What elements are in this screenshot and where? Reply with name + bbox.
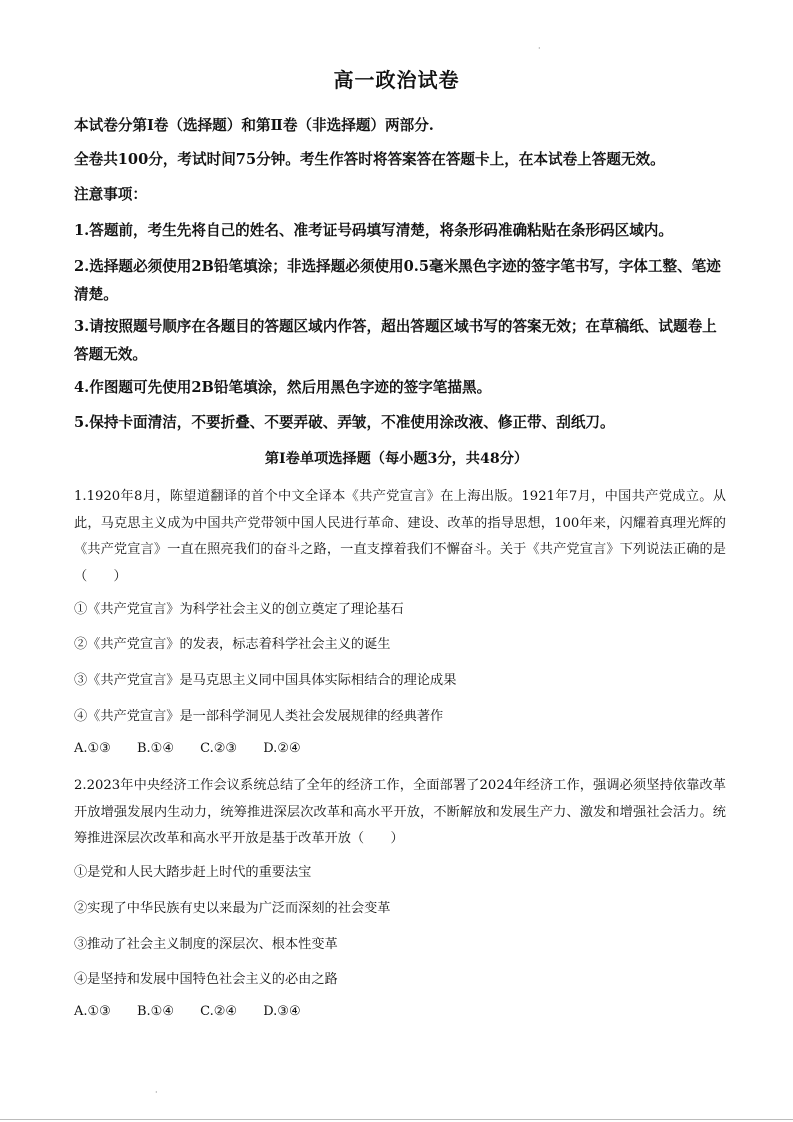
notes-heading: 注意事项： [74,186,147,203]
note-2: 2.选择题必须使用2B铅笔填涂；非选择题必须使用0.5毫米黑色字迹的签字笔书写，字体工整、笔迹清楚。 [74,258,721,303]
intro-line-1: 本试卷分第Ⅰ卷（选择题）和第Ⅱ卷（非选择题）两部分. [74,117,434,134]
question-2-stem: 2.2023年中央经济工作会议系统总结了全年的经济工作，全面部署了2024年经济工作，强调必须坚持依靠改革开放增强发展内生动力，统筹推进深层次改革和高水平开放，不断解放和发展生产力、激发和增强社会活力。统筹推进深层次改革和高水平开放是基于改革开放（ ） [74,778,726,846]
question-2-option-2: ②实现了中华民族有史以来最为广泛而深刻的社会变革 [74,901,391,916]
note-4: 4.作图题可先使用2B铅笔填涂，然后用黑色字迹的签字笔描黑。 [74,379,492,396]
question-1-option-3: ③《共产党宣言》是马克思主义同中国具体实际相结合的理论成果 [74,673,457,688]
question-1-option-1: ①《共产党宣言》为科学社会主义的创立奠定了理论基石 [74,602,404,617]
note-1: 1.答题前，考生先将自己的姓名、准考证号码填写清楚，将条形码准确粘贴在条形码区域内。 [74,222,673,239]
question-2-choice-a: A.①③ [74,1004,111,1019]
question-1-choice-b: B.①④ [136,741,174,756]
question-1-stem: 1.1920年8月，陈望道翻译的首个中文全译本《共产党宣言》在上海出版。1921年7月，中国共产党成立。从此，马克思主义成为中国共产党带领中国人民进行革命、建设、改革的指导思想，100年来，闪耀着真理光辉的《共产党宣言》一直在照亮我们的奋斗之路，一直支撑着我们不懈奋斗。关于《共产党宣言》下列说法正确的是（ ） [74,489,726,584]
question-1-choice-c: C.②③ [200,741,238,756]
section-title: 第Ⅰ卷单项选择题（每小题3分，共48分） [264,451,529,467]
question-2-option-3: ③推动了社会主义制度的深层次、根本性变革 [74,937,338,952]
note-5: 5.保持卡面清洁，不要折叠、不要弄破、弄皱，不准使用涂改液、修正带、刮纸刀。 [74,414,615,431]
note-3: 3.请按照题号顺序在各题目的答题区域内作答，超出答题区域书写的答案无效；在草稿纸、试题卷上答题无效。 [74,318,717,363]
question-2-choices [74,1004,323,1019]
question-2-choice-d: D.③④ [263,1004,301,1019]
intro-line-2: 全卷共100分，考试时间75分钟。考生作答时将答案答在答题卡上，在本试卷上答题无效。 [74,151,665,168]
question-1-choices [74,741,323,756]
page-title: 高一政治试卷 [333,68,460,92]
question-2-choice-b: B.①④ [136,1004,174,1019]
question-2-choice-c: C.②④ [200,1004,238,1019]
question-1-choice-d: D.②④ [263,741,301,756]
question-2-option-1: ①是党和人民大踏步赶上时代的重要法宝 [74,865,312,880]
question-1-choice-a: A.①③ [74,741,111,756]
question-1-option-2: ②《共产党宣言》的发表，标志着科学社会主义的诞生 [74,637,391,652]
scan-dot-top: · [538,44,541,53]
bottom-rule [0,1119,793,1120]
question-2-option-4: ④是坚持和发展中国特色社会主义的必由之路 [74,972,338,987]
scan-dot-bottom: · [155,1088,158,1097]
question-1-option-4: ④《共产党宣言》是一部科学洞见人类社会发展规律的经典著作 [74,709,444,724]
